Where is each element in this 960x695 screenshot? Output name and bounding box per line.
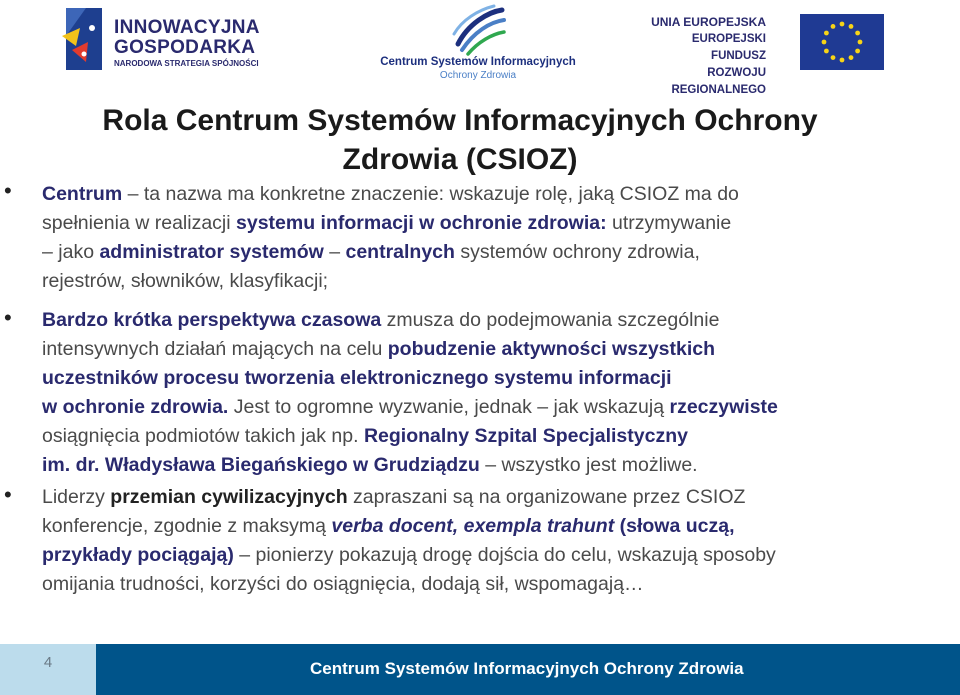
page-number: 4 xyxy=(43,654,53,671)
csioz-logo-sub: Ochrony Zdrowia xyxy=(439,70,517,81)
b2-term: w ochronie zdrowia. xyxy=(42,396,229,418)
b3-term: (słowa uczą, xyxy=(614,515,735,537)
eu-logo-line2: EUROPEJSKI FUNDUSZ xyxy=(691,33,766,62)
b3-text: zapraszani są na organizowane przez CSIOZ xyxy=(347,486,746,508)
bullet-1-line3 xyxy=(42,238,954,267)
b1-term: administrator systemów xyxy=(99,241,324,263)
bullet-2-line2 xyxy=(42,335,954,364)
bullet-2-line1 xyxy=(42,306,954,335)
bullet-1-line1 xyxy=(42,180,954,209)
eu-logo-line1: UNIA EUROPEJSKA xyxy=(651,15,766,29)
page-number-box xyxy=(0,644,96,695)
bullet-2-line4 xyxy=(42,393,954,422)
b1-term: systemu informacji w ochronie zdrowia: xyxy=(236,212,607,234)
b2-text: intensywnych działań mających na celu xyxy=(42,338,388,360)
b3-term: przemian cywilizacyjnych xyxy=(110,486,348,508)
b3-text: Liderzy xyxy=(42,486,111,508)
ig-emblem-icon xyxy=(58,6,106,72)
bullet-2-line3 xyxy=(42,364,954,393)
ig-logo-line2: GOSPODARKA xyxy=(114,37,256,58)
bullet-2-line6 xyxy=(42,451,954,480)
b2-term: pobudzenie aktywności wszystkich xyxy=(387,338,716,360)
b1-text: systemów ochrony zdrowia, xyxy=(454,241,700,263)
b3-text: konferencje, zgodnie z maksymą xyxy=(42,515,332,537)
bullet-2-line5 xyxy=(42,422,954,451)
b2-term: rzeczywiste xyxy=(669,396,778,418)
b2-text: Jest to ogromne wyzwanie, jednak – jak wskazują xyxy=(228,396,670,418)
b1-text: – jako xyxy=(42,241,100,263)
bullet-3-line4: omijania trudności, korzyści do osiągnięcia, dodają sił, wspomagają… xyxy=(42,573,644,595)
b2-term: uczestników procesu tworzenia elektronicznego systemu informacji xyxy=(42,367,672,389)
b2-text: osiągnięcia podmiotów takich jak np. xyxy=(42,425,364,447)
b3-term: przykłady pociągają) xyxy=(42,544,234,566)
b2-text: – wszystko jest możliwe. xyxy=(479,454,698,476)
b3-latin-maxim: verba docent, exempla trahunt xyxy=(331,515,615,537)
footer-org-name: Centrum Systemów Informacyjnych Ochrony Zdrowia xyxy=(310,659,744,678)
slide-title xyxy=(60,101,860,179)
bullet-marker: • xyxy=(4,178,12,203)
b1-text: spełnienia w realizacji xyxy=(42,212,237,234)
b1-text: utrzymywanie xyxy=(606,212,732,234)
eu-flag-icon xyxy=(800,14,884,70)
bullet-marker: • xyxy=(4,482,12,507)
bullet-1-line4: rejestrów, słowników, klasyfikacji; xyxy=(42,270,329,292)
bullet-marker: • xyxy=(4,305,12,330)
csioz-swirl-icon xyxy=(448,4,508,58)
b1-term: centralnych xyxy=(345,241,455,263)
bullet-1-line2 xyxy=(42,209,954,238)
eu-logo-line3: ROZWOJU REGIONALNEGO xyxy=(671,67,766,96)
b1-text: – xyxy=(323,241,346,263)
b2-term: im. dr. Władysława Biegańskiego w Grudziądzu xyxy=(42,454,480,476)
b3-text: – pionierzy pokazują drogę dojścia do celu, wskazują sposoby xyxy=(233,544,776,566)
bullet-3-line2 xyxy=(42,512,954,541)
slide-footer xyxy=(0,644,960,695)
ig-logo-line1: INNOWACYJNA xyxy=(114,17,260,38)
bullet-3-line3 xyxy=(42,541,954,570)
b2-term: Bardzo krótka perspektywa czasowa xyxy=(42,309,382,331)
eu-logo xyxy=(648,14,888,96)
csioz-logo xyxy=(378,4,578,80)
b1-term-centrum: Centrum xyxy=(42,183,123,205)
bullet-3-line1 xyxy=(42,483,954,512)
b2-text: zmusza do podejmowania szczególnie xyxy=(381,309,720,331)
innowacyjna-gospodarka-logo xyxy=(58,6,268,74)
title-line1: Rola Centrum Systemów Informacyjnych Ochrony xyxy=(102,104,818,137)
ig-logo-line3: NARODOWA STRATEGIA SPÓJNOŚCI xyxy=(114,59,259,68)
b1-text: – ta nazwa ma konkretne znaczenie: wskazuje rolę, jaką CSIOZ ma do xyxy=(122,183,739,205)
title-line2: Zdrowia (CSIOZ) xyxy=(342,143,578,176)
csioz-logo-name: Centrum Systemów Informacyjnych xyxy=(380,56,576,68)
b2-term: Regionalny Szpital Specjalistyczny xyxy=(363,425,688,447)
